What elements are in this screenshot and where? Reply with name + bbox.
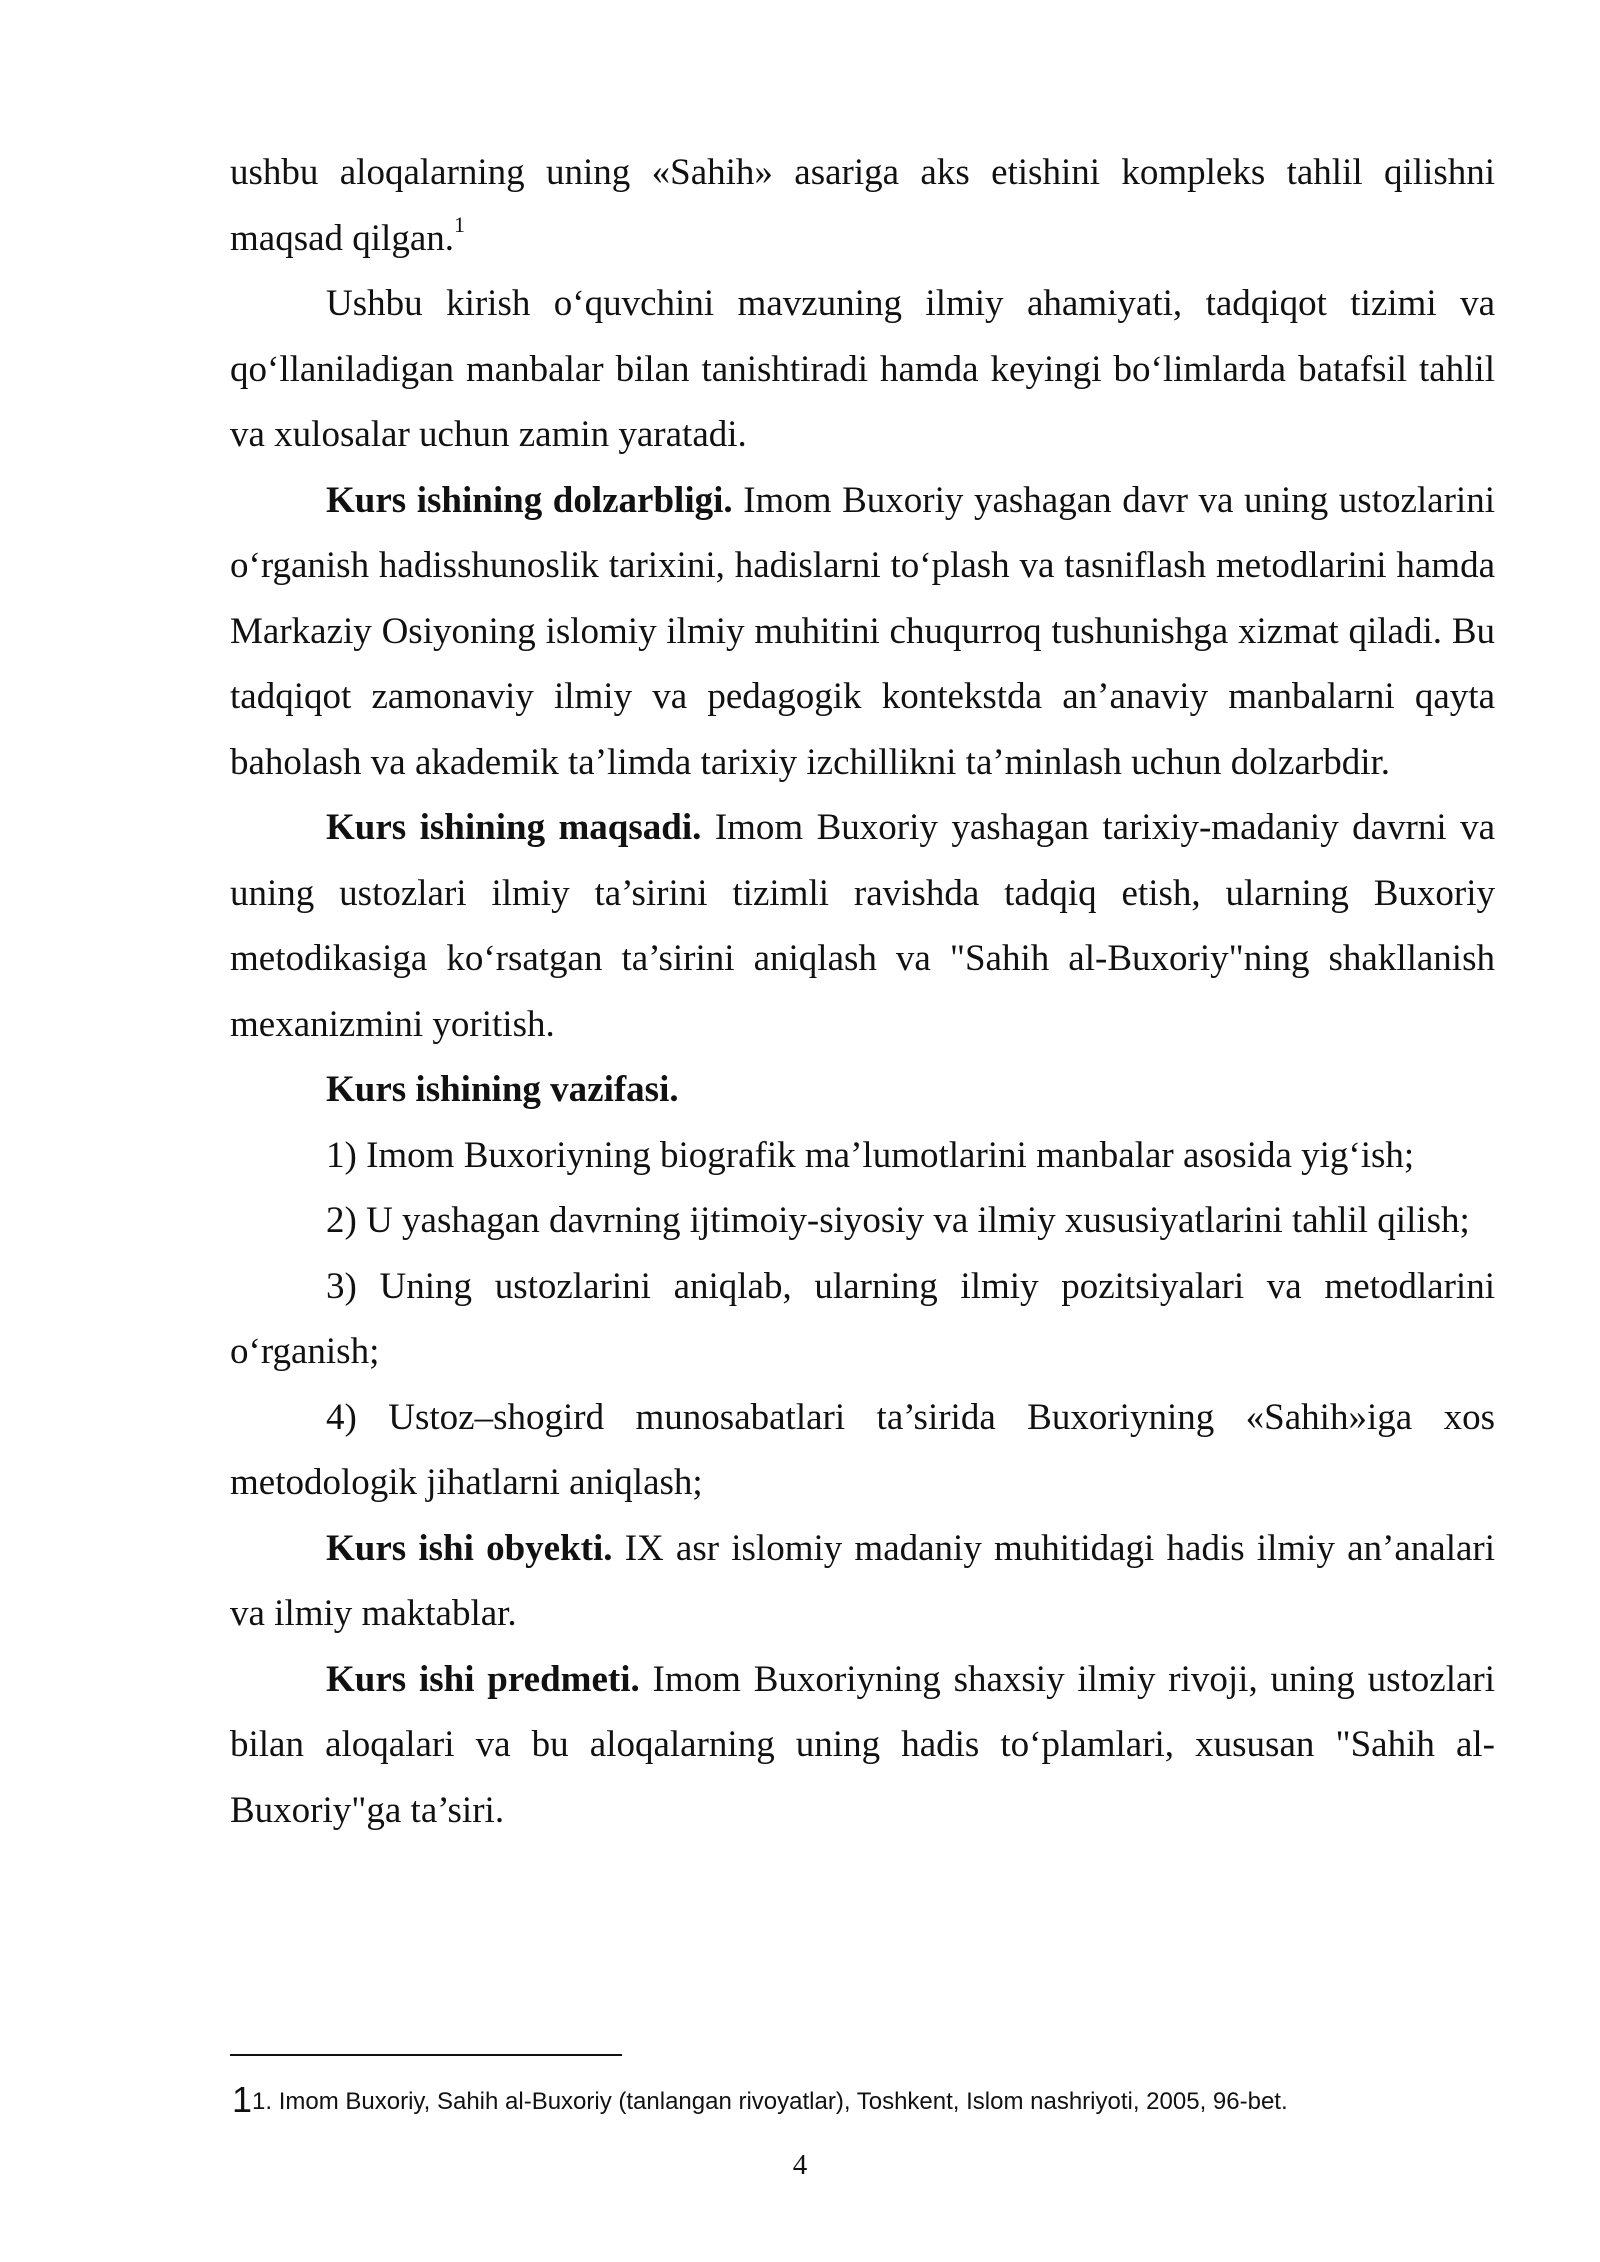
paragraph-goal xyxy=(230,795,1495,1057)
task-item-3 xyxy=(230,1254,1495,1385)
page-body xyxy=(230,140,1495,1843)
section-heading-relevance: Kurs ishining dolzarbligi. xyxy=(326,479,733,521)
footnote-reference[interactable]: 1 xyxy=(454,212,466,238)
page-number: 4 xyxy=(792,2149,808,2181)
paragraph-intro-summary xyxy=(230,271,1495,468)
paragraph-text: Ushbu kirish o‘quvchini mavzuning ilmiy ahamiyati, tadqiqot tizimi va qo‘llaniladigan manbalar bilan tanishtiradi hamda keyingi bo‘limlarda batafsil tahlil va xulosalar uchun zamin yaratadi. xyxy=(230,283,1495,455)
paragraph-text: Imom Buxoriyning shaxsiy ilmiy rivoji, uning ustozlari bilan aloqalari va bu aloqalarning uning hadis to‘plamlari, xususan "Sahih al-Buxoriy"ga ta’siri. xyxy=(230,1658,1495,1831)
section-heading-goal: Kurs ishining maqsadi. xyxy=(326,807,702,848)
section-heading-subject: Kurs ishi predmeti. xyxy=(326,1658,640,1700)
paragraph-subject xyxy=(230,1647,1495,1844)
paragraph-object xyxy=(230,1516,1495,1647)
paragraph-text: ushbu aloqalarning uning «Sahih» asariga aks etishini kompleks tahlil qilishni maqsad qilgan. xyxy=(230,152,1495,259)
paragraph-text: Imom Buxoriy yashagan davr va uning ustozlarini o‘rganish hadisshunoslik tarixini, hadislarni to‘plash va tasniflash metodlarini hamda Markaziy Osiyoning islomiy ilmiy muhitini chuqurroq tushunishga xizmat qiladi. Bu tadqiqot zamonaviy ilmiy va pedagogik kontekstda an’anaviy manbalarni qayta baholash va akademik ta’limda tarixiy izchillikni ta’minlash uchun dolzarbdir. xyxy=(230,479,1495,783)
task-item-2 xyxy=(230,1188,1495,1254)
section-heading-object: Kurs ishi obyekti. xyxy=(326,1527,613,1569)
task-item-text: 1) Imom Buxoriyning biografik ma’lumotlarini manbalar asosida yig‘ish; xyxy=(326,1134,1415,1176)
paragraph-intro-continuation xyxy=(230,140,1495,271)
section-heading-tasks: Kurs ishining vazifasi. xyxy=(326,1069,679,1110)
paragraph-text: Imom Buxoriy yashagan tarixiy-madaniy davrni va uning ustozlari ilmiy ta’sirini tizimli ravishda tadqiq etish, ularning Buxoriy metodikasiga ko‘rsatgan ta’sirini aniqlash va "Sahih al-Buxoriy"ning shakllanish mexanizmini yoritish. xyxy=(230,807,1495,1045)
footnote-separator xyxy=(230,2054,622,2056)
paragraph-tasks-heading xyxy=(230,1057,1495,1123)
task-item-4 xyxy=(230,1385,1495,1516)
task-item-1 xyxy=(230,1123,1495,1189)
footnote xyxy=(232,2080,1492,2122)
paragraph-text: IX asr islomiy madaniy muhitidagi hadis ilmiy an’analari va ilmiy maktablar. xyxy=(230,1527,1495,1634)
footnote-text: 1. Imom Buxoriy, Sahih al-Buxoriy (tanlangan rivoyatlar), Toshkent, Islom nashriyoti, 2005, 96-bet. xyxy=(252,2088,1288,2115)
footnote-mark: 1 xyxy=(232,2079,253,2120)
task-item-text: 4) Ustoz–shogird munosabatlari ta’sirida Buxoriyning «Sahih»iga xos metodologik jihatlarni aniqlash; xyxy=(230,1396,1495,1503)
paragraph-relevance xyxy=(230,468,1495,796)
task-item-text: 3) Uning ustozlarini aniqlab, ularning ilmiy pozitsiyalari va metodlarini o‘rganish; xyxy=(230,1265,1495,1372)
task-item-text: 2) U yashagan davrning ijtimoiy-siyosiy va ilmiy xususiyatlarini tahlil qilish; xyxy=(326,1200,1470,1241)
